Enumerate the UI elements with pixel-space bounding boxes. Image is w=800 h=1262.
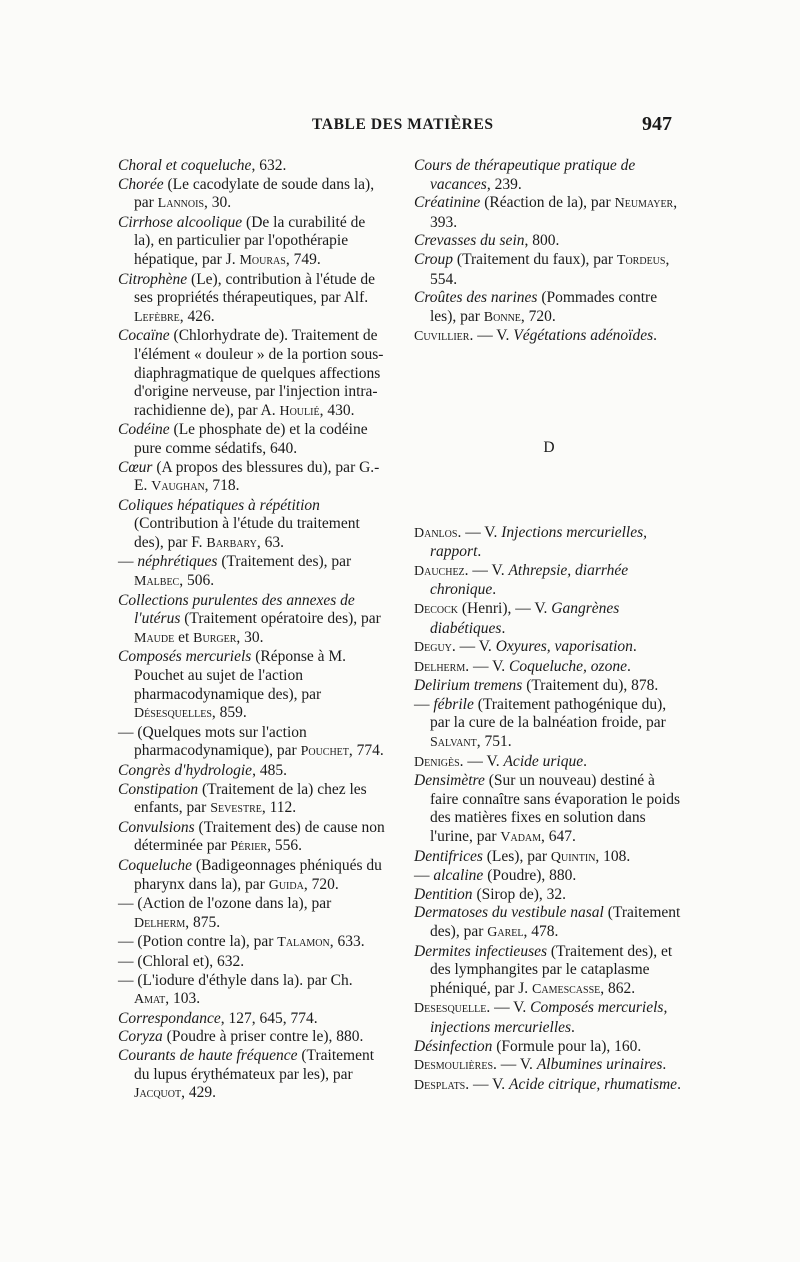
index-entry: Desplats. — V. Acide citrique, rhumatisme. bbox=[414, 1075, 681, 1093]
index-entry: Convulsions (Traitement des) de cause non déterminée par Périer, 556. bbox=[118, 818, 385, 855]
index-entry: Croûtes des narines (Pommades contre les), par Bonne, 720. bbox=[414, 289, 658, 325]
index-entry: Choral et coqueluche, 632. bbox=[118, 157, 287, 174]
index-entry: — (Action de l'ozone dans la), par Delherm, 875. bbox=[118, 895, 332, 931]
index-entry: Coqueluche (Badigeonnages phéniqués du pharynx dans la), par Guida, 720. bbox=[118, 856, 382, 893]
index-entry: Cirrhose alcoolique (De la curabilité de la), en particulier par l'opothérapie hépatique, par J. Mouras, 749. bbox=[118, 213, 366, 268]
index-entry: Delherm. — V. Coqueluche, ozone. bbox=[414, 657, 631, 675]
section-letter: D bbox=[543, 438, 555, 456]
index-entry: Congrès d'hydrologie, 485. bbox=[118, 762, 287, 779]
index-column-left bbox=[118, 157, 388, 1104]
index-entry: Désinfection (Formule pour la), 160. bbox=[414, 1037, 642, 1055]
index-entry: Cœur (A propos des blessures du), par G.-E. Vaughan, 718. bbox=[118, 458, 380, 495]
index-entry: Codéine (Le phosphate de) et la codéine pure comme sédatifs, 640. bbox=[118, 421, 368, 457]
index-entry: Deguy. — V. Oxyures, vaporisation. bbox=[414, 638, 637, 656]
index-entry: Cuvillier. — V. Végétations adénoïdes. bbox=[414, 327, 658, 345]
index-entry: Cours de thérapeutique pratique de vacances, 239. bbox=[414, 157, 636, 193]
index-entry: Crevasses du sein, 800. bbox=[414, 232, 560, 250]
index-entry: Dauchez. — V. Athrepsie, diarrhée chronique. bbox=[414, 561, 629, 599]
index-entry: Constipation (Traitement de la) chez les enfants, par Sevestre, 112. bbox=[118, 780, 367, 817]
index-entry: Coliques hépatiques à répétition (Contribution à l'étude du traitement des), par F. Barbary, 63. bbox=[118, 496, 360, 551]
index-entry: Chorée (Le cacodylate de soude dans la), par Lannois, 30. bbox=[118, 175, 375, 212]
index-entry: Composés mercuriels (Réponse à M. Pouchet au sujet de l'action pharmacodynamique des), par Désesquelles, 859. bbox=[118, 648, 347, 722]
index-entry: Dentifrices (Les), par Quintin, 108. bbox=[414, 847, 631, 865]
index-entry: Dermites infectieuses (Traitement des), et des lymphangites par le cataplasme phéniqué, par J. Camescasse, 862. bbox=[414, 942, 673, 997]
index-entry: Créatinine (Réaction de la), par Neumayer, 393. bbox=[414, 194, 678, 231]
index-entry: — alcaline (Poudre), 880. bbox=[414, 867, 577, 885]
index-entry: Dentition (Sirop de), 32. bbox=[414, 885, 566, 903]
index-entry: Coryza (Poudre à priser contre le), 880. bbox=[118, 1028, 364, 1046]
index-entry: — (Quelques mots sur l'action pharmacodynamique), par Pouchet, 774. bbox=[118, 723, 384, 760]
page-header bbox=[0, 113, 800, 140]
index-entry: Citrophène (Le), contribution à l'étude de ses propriétés thérapeutiques, par Alf. Lefèbre, 426. bbox=[118, 270, 376, 325]
index-entry: — (L'iodure d'éthyle dans la). par Ch. Amat, 103. bbox=[118, 971, 353, 1008]
index-entry: Correspondance, 127, 645, 774. bbox=[118, 1009, 318, 1027]
index-entry: — néphrétiques (Traitement des), par Malbec, 506. bbox=[118, 553, 352, 590]
index-entry: Denigès. — V. Acide urique. bbox=[414, 752, 587, 770]
index-entry: Courants de haute fréquence (Traitement du lupus érythémateux par les), par Jacquot, 429. bbox=[118, 1046, 375, 1102]
page-number: 947 bbox=[642, 113, 672, 135]
index-entry: — (Potion contre la), par Talamon, 633. bbox=[118, 933, 365, 951]
running-title: TABLE DES MATIÈRES bbox=[312, 116, 494, 133]
index-entry: Desmoulières. — V. Albumines urinaires. bbox=[414, 1056, 667, 1074]
index-entry: — (Chloral et), 632. bbox=[118, 952, 245, 970]
index-entry: Danlos. — V. Injections mercurielles, rapport. bbox=[414, 523, 648, 561]
index-entry: Decock (Henri), — V. Gangrènes diabétiques. bbox=[414, 599, 620, 637]
index-entry: Dermatoses du vestibule nasal (Traitement des), par Garel, 478. bbox=[414, 904, 681, 940]
index-entry: Desesquelle. — V. Composés mercuriels, injections mercurielles. bbox=[414, 999, 668, 1036]
index-entry: Croup (Traitement du faux), par Tordeus, 554. bbox=[414, 250, 670, 288]
index-entry: Cocaïne (Chlorhydrate de). Traitement de l'élément « douleur » de la portion sous-diaphragmatique de quelques affections d'origine nerveuse, par l'injection intra-rachidienne de), par A. Houlié, 430. bbox=[118, 327, 384, 419]
index-entry: Delirium tremens (Traitement du), 878. bbox=[414, 677, 659, 695]
index-column-right-bottom bbox=[414, 524, 684, 1096]
index-column-right bbox=[414, 157, 684, 1095]
index-entry: Densimètre (Sur un nouveau) destiné à faire connaître sans évaporation le poids des matières fixes en solution dans l'urine, par Vadam, 647. bbox=[414, 772, 681, 846]
index-entry: — fébrile (Traitement pathogénique du), par la cure de la balnéation froide, par Salvant, 751. bbox=[414, 695, 667, 751]
index-column-right-top bbox=[414, 157, 684, 347]
index-entry: Collections purulentes des annexes de l'utérus (Traitement opératoire des), par Maude et Burger, 30. bbox=[118, 591, 381, 646]
